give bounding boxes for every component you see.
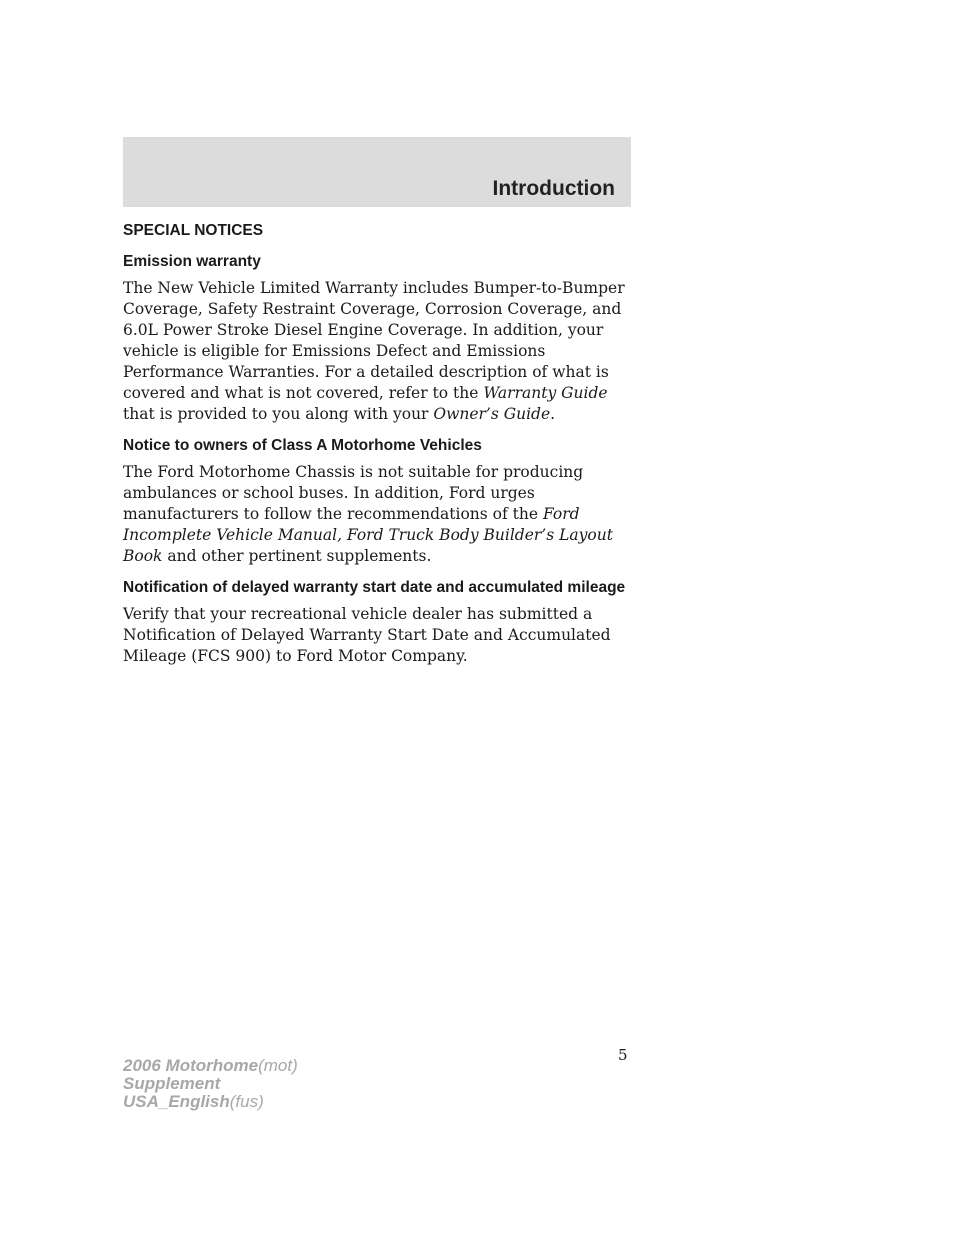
section-title-class-a-notice: Notice to owners of Class A Motorhome Vehicles	[123, 437, 482, 454]
page-number: 5	[618, 1046, 628, 1064]
footer-model-code: (mot)	[258, 1056, 298, 1075]
footer-locale: USA_English	[123, 1092, 230, 1111]
section-title: Introduction	[492, 177, 615, 200]
text-run: The Ford Motorhome Chassis is not suitable for producing ambulances or school buses. In addition, Ford urges manufacturers to follow the recommendations of the	[123, 463, 584, 523]
section-title-emission-warranty: Emission warranty	[123, 253, 261, 270]
emission-warranty-paragraph	[123, 278, 643, 425]
section-title-delayed-warranty: Notification of delayed warranty start date and accumulated mileage	[123, 579, 626, 596]
text-run: that is provided to you along with your	[123, 405, 434, 423]
page-content	[123, 222, 643, 678]
text-run: and other pertinent supplements.	[162, 547, 432, 565]
section-class-a-notice	[123, 436, 643, 567]
text-run: .	[550, 405, 556, 423]
warranty-guide-ref: Warranty Guide	[483, 384, 608, 402]
footer-locale-code: (fus)	[229, 1092, 264, 1111]
manual-ref: Ford Incomplete Vehicle Manual, Ford Truck Body Builder’s Layout Book	[123, 505, 613, 565]
footer-model: 2006 Motorhome	[123, 1056, 259, 1075]
owners-guide-ref: Owner’s Guide	[433, 405, 551, 423]
footer-line-3	[123, 1093, 298, 1111]
class-a-notice-paragraph	[123, 462, 643, 567]
delayed-warranty-paragraph: Verify that your recreational vehicle dealer has submitted a Notification of Delayed Warranty Start Date and Accumulated Mileage (FCS 900) to Ford Motor Company.	[123, 605, 611, 665]
footer-line-2	[123, 1075, 298, 1093]
page-heading: SPECIAL NOTICES	[123, 222, 264, 239]
section-delayed-warranty	[123, 578, 643, 667]
text-run: The New Vehicle Limited Warranty includes Bumper-to-Bumper Coverage, Safety Restraint Coverage, Corrosion Coverage, and 6.0L Power Stroke Diesel Engine Coverage. In addition, your vehicle is eligible for Emissions Defect and Emissions Performance Warranties. For a detailed description of what is covered and what is not covered, refer to the	[123, 279, 625, 402]
section-emission-warranty	[123, 252, 643, 425]
section-header-band	[123, 137, 631, 207]
footer-line-1	[123, 1057, 298, 1075]
footer-doc-type: Supplement	[123, 1074, 221, 1093]
document-footer	[123, 1057, 298, 1111]
